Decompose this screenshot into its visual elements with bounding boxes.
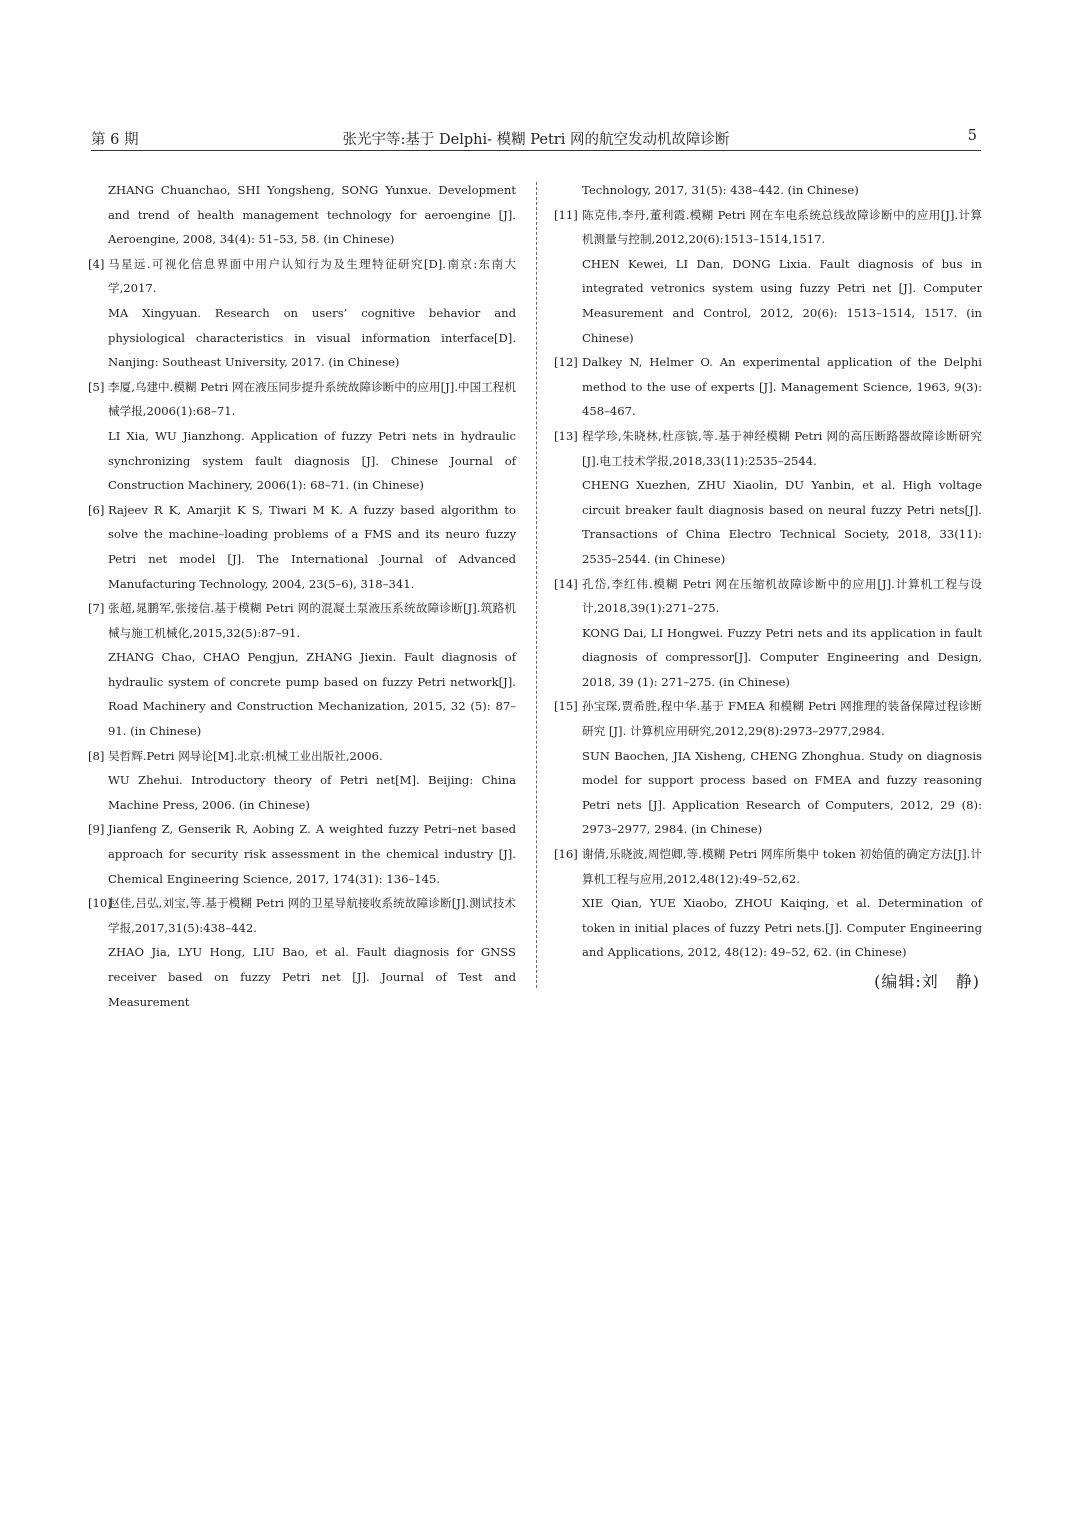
reference-number: [11] [554,207,578,222]
reference-text: 孙宝琛,贾希胜,程中华.基于 FMEA 和模糊 Petri 网推理的装备保障过程诊断研究 [J]. 计算机应用研究,2012,29(8):2973–2977,2984. [582,699,982,739]
reference-entry [554,178,982,203]
reference-text: ZHANG Chuanchao, SHI Yongsheng, SONG Yunxue. Development and trend of health management technology for aeroengine [J]. Aeroengine, 2008, 34(4): 51–53, 58. (in Chinese) [108,183,516,247]
reference-entry [88,891,516,1014]
reference-text: 马星远.可视化信息界面中用户认知行为及生理特征研究[D].南京:东南大学,2017. [108,256,516,296]
reference-number: [12] [554,355,578,370]
reference-number: [7] [88,601,105,616]
reference-text: 赵佳,吕弘,刘宝,等.基于模糊 Petri 网的卫星导航接收系统故障诊断[J].测试技术学报,2017,31(5):438–442. [108,896,516,935]
reference-entry [554,572,982,695]
page-header [91,126,981,151]
issue-number: 第 6 期 [91,132,139,148]
reference-entry [554,203,982,351]
reference-text: Technology, 2017, 31(5): 438–442. (in Chinese) [582,183,859,197]
reference-number: [16] [554,847,578,862]
reference-text: Jianfeng Z, Genserik R, Aobing Z. A weighted fuzzy Petri–net based approach for security risk assessment in the chemical industry [J]. Chemical Engineering Science, 2017, 174(31): 136–145. [108,822,516,886]
reference-text: 张超,晁鹏军,张接信.基于模糊 Petri 网的混凝土泵液压系统故障诊断[J].筑路机械与施工机械化,2015,32(5):87–91. [108,601,516,640]
reference-number: [15] [554,699,578,714]
reference-entry [554,424,982,572]
reference-translation: ZHAO Jia, LYU Hong, LIU Bao, et al. Fault diagnosis for GNSS receiver based on fuzzy Petri net [J]. Journal of Test and Measurement [108,945,516,1009]
reference-text: 李厦,乌建中.模糊 Petri 网在液压同步提升系统故障诊断中的应用[J].中国工程机械学报,2006(1):68–71. [108,379,516,419]
reference-text: Dalkey N, Helmer O. An experimental application of the Delphi method to the use of experts [J]. Management Science, 1963, 9(3): 458–467. [582,355,982,419]
reference-text: 陈克伟,李丹,董利霞.模糊 Petri 网在车电系统总线故障诊断中的应用[J].计算机测量与控制,2012,20(6):1513–1514,1517. [582,207,982,247]
reference-translation: LI Xia, WU Jianzhong. Application of fuzzy Petri nets in hydraulic synchronizing system fault diagnosis [J]. Chinese Journal of Construction Machinery, 2006(1): 68–71. (in Chinese) [108,428,516,493]
reference-entry [88,498,516,596]
reference-entry [88,178,516,252]
reference-number: [9] [88,822,105,837]
reference-entry [554,842,982,965]
reference-number: [10] [88,896,112,911]
reference-text: 孔岱,李红伟.模糊 Petri 网在压缩机故障诊断中的应用[J].计算机工程与设计,2018,39(1):271–275. [582,576,982,616]
reference-number: [5] [88,379,105,394]
reference-translation: KONG Dai, LI Hongwei. Fuzzy Petri nets and its application in fault diagnosis of compressor[J]. Computer Engineering and Design, 2018, 39 (1): 271–275. (in Chinese) [582,625,982,689]
reference-text: Rajeev R K, Amarjit K S, Tiwari M K. A fuzzy based algorithm to solve the machine–loading problems of a FMS and its neuro fuzzy Petri net model [J]. The International Journal of Advanced Manufacturing Technology, 2004, 23(5–6), 318–341. [108,502,516,591]
reference-translation: XIE Qian, YUE Xiaobo, ZHOU Kaiqing, et al. Determination of token in initial places of fuzzy Petri nets.[J]. Computer Engineering and Applications, 2012, 48(12): 49–52, 62. (in Chinese) [582,896,982,960]
reference-translation: WU Zhehui. Introductory theory of Petri net[M]. Beijing: China Machine Press, 2006. (in Chinese) [108,773,516,812]
reference-number: [4] [88,256,105,271]
page-number: 5 [967,128,977,144]
reference-entry [88,252,516,375]
reference-entry [554,350,982,424]
reference-number: [13] [554,428,578,443]
reference-translation: CHEN Kewei, LI Dan, DONG Lixia. Fault diagnosis of bus in integrated vetronics system using fuzzy Petri net [J]. Computer Measurement and Control, 2012, 20(6): 1513–1514, 1517. (in Chinese) [582,256,982,345]
reference-number: [6] [88,502,105,517]
reference-text: 程学珍,朱晓林,杜彦镔,等.基于神经模糊 Petri 网的高压断路器故障诊断研究[J].电工技术学报,2018,33(11):2535–2544. [582,428,982,468]
reference-number: [14] [554,576,578,591]
reference-translation: CHENG Xuezhen, ZHU Xiaolin, DU Yanbin, et al. High voltage circuit breaker fault diagnosis based on neural fuzzy Petri nets[J]. Transactions of China Electro Technical Society, 2018, 33(11): 2535–2544. (in Chinese) [582,478,982,566]
reference-entry [88,744,516,818]
column-divider [536,182,537,988]
reference-entry [88,817,516,891]
reference-number: [8] [88,748,105,763]
editor-note: (编辑:刘 静) [874,972,980,991]
reference-column-right [554,178,982,997]
reference-column-left [88,178,516,1014]
reference-entry [88,596,516,744]
reference-translation: ZHANG Chao, CHAO Pengjun, ZHANG Jiexin. Fault diagnosis of hydraulic system of concrete pump based on fuzzy Petri network[J]. Road Machinery and Construction Mechanization, 2015, 32 (5): 87–91. (in Chinese) [108,650,516,739]
reference-text: 谢倩,乐晓波,周恺卿,等.模糊 Petri 网库所集中 token 初始值的确定方法[J].计算机工程与应用,2012,48(12):49–52,62. [582,847,982,886]
reference-translation: MA Xingyuan. Research on users’ cognitive behavior and physiological characteristics in visual information interface[D]. Nanjing: Southeast University, 2017. (in Chinese) [108,305,516,370]
reference-text: 吴哲辉.Petri 网导论[M].北京:机械工业出版社,2006. [108,748,383,763]
reference-translation: SUN Baochen, JIA Xisheng, CHENG Zhonghua. Study on diagnosis model for support process based on FMEA and fuzzy reasoning Petri nets [J]. Application Research of Computers, 2012, 29 (8): 2973–2977, 2984. (in Chinese) [582,748,982,837]
reference-entry [554,694,982,842]
running-title: 张光宇等:基于 Delphi- 模糊 Petri 网的航空发动机故障诊断 [342,132,730,148]
reference-entry [88,375,516,498]
